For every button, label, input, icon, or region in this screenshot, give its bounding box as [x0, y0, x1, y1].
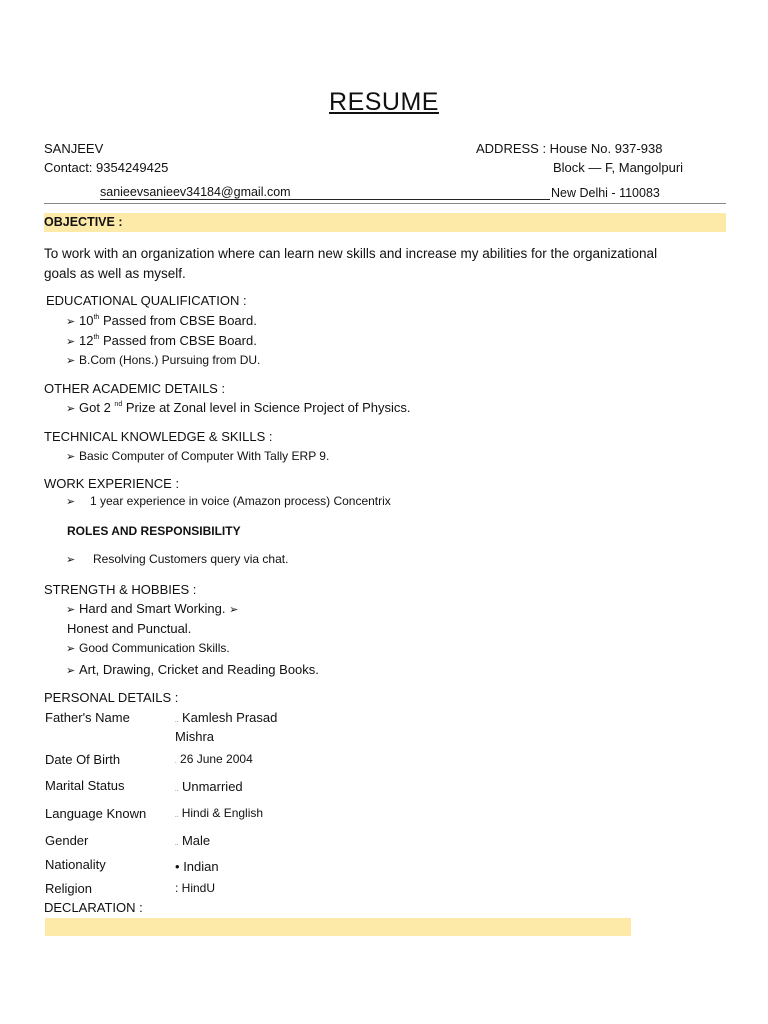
- marital-label: Marital Status: [45, 778, 125, 793]
- arrow-bullet-icon: ➢: [66, 643, 76, 655]
- language-label: Language Known: [45, 806, 147, 821]
- arrow-bullet-icon: ➢: [229, 604, 239, 616]
- resume-title: RESUME: [329, 88, 439, 116]
- strength-item-4: ➢ Art, Drawing, Cricket and Reading Books.: [66, 662, 319, 677]
- religion-label: Religion: [45, 881, 92, 896]
- arrow-bullet-icon: ➢: [66, 665, 76, 677]
- academic-item-1: ➢ Got 2 $^{nd}$ Prize at Zonal level in Science Project of Physics.: [66, 400, 411, 415]
- declaration-heading: DECLARATION :: [44, 900, 143, 915]
- contact-number: Contact: 9354249425: [44, 160, 169, 175]
- father-value-line-2: Mishra: [175, 729, 215, 744]
- header-divider: [44, 203, 726, 204]
- bullet-icon: •: [175, 859, 180, 874]
- roles-heading: ROLES AND RESPONSIBILITY: [67, 524, 241, 538]
- arrow-bullet-icon: ➢: [66, 316, 76, 328]
- strength-item-1: ➢ Hard and Smart Working. ➢: [66, 601, 242, 616]
- father-label: Father's Name: [45, 710, 130, 725]
- strength-item-3: ➢ Good Communication Skills.: [66, 641, 230, 655]
- objective-heading: OBJECTIVE :: [44, 215, 123, 229]
- strength-item-2: Honest and Punctual.: [67, 621, 192, 636]
- language-value: .. Hindi & English: [175, 806, 264, 820]
- father-value: .. Kamlesh Prasad: [175, 710, 278, 725]
- education-item-3: ➢ B.Com (Hons.) Pursuing from DU.: [66, 353, 261, 367]
- address-line-1: ADDRESS : House No. 937-938: [476, 141, 663, 156]
- nationality-label: Nationality: [45, 857, 106, 872]
- dob-value: . 26 June 2004: [175, 752, 253, 766]
- work-heading: WORK EXPERIENCE :: [44, 476, 180, 491]
- address-line-3: New Delhi - 110083: [551, 186, 660, 200]
- gender-label: Gender: [45, 833, 89, 848]
- objective-line-1: To work with an organization where can learn new skills and increase my abilities for the organizational: [44, 246, 658, 261]
- gender-value: .. Male: [175, 833, 211, 848]
- strength-heading: STRENGTH & HOBBIES :: [44, 582, 197, 597]
- arrow-bullet-icon: ➢: [66, 403, 76, 415]
- arrow-bullet-icon: ➢: [66, 604, 76, 616]
- declaration-bar: [45, 918, 631, 936]
- religion-value: : HindU: [175, 881, 216, 895]
- academic-heading: OTHER ACADEMIC DETAILS :: [44, 381, 226, 396]
- objective-line-2: goals as well as myself.: [44, 266, 186, 281]
- education-heading: EDUCATIONAL QUALIFICATION :: [46, 293, 247, 308]
- education-item-2: ➢ 12th Passed from CBSE Board.: [66, 333, 257, 348]
- arrow-bullet-icon: ➢: [66, 336, 76, 348]
- applicant-name: SANJEEV: [44, 141, 104, 156]
- technical-item-1: ➢ Basic Computer of Computer With Tally ERP 9.: [66, 449, 330, 463]
- email-text: sanieevsanieev34184@gmail.com: [100, 185, 291, 199]
- email-address[interactable]: [100, 185, 550, 200]
- technical-heading: TECHNICAL KNOWLEDGE & SKILLS :: [44, 429, 273, 444]
- arrow-bullet-icon: ➢: [66, 355, 76, 367]
- address-line-2: Block — F, Mangolpuri: [553, 160, 684, 175]
- work-item-1: ➢ 1 year experience in voice (Amazon process) Concentrix: [66, 494, 391, 508]
- role-item-1: ➢ Resolving Customers query via chat.: [66, 552, 289, 566]
- education-item-1: ➢ 10th Passed from CBSE Board.: [66, 313, 257, 328]
- arrow-bullet-icon: ➢: [66, 451, 76, 463]
- nationality-value: • Indian: [175, 859, 219, 874]
- dob-label: Date Of Birth: [45, 752, 121, 767]
- arrow-bullet-icon: ➢: [66, 496, 76, 508]
- arrow-bullet-icon: ➢: [66, 554, 76, 566]
- objective-heading-bar: [44, 213, 726, 232]
- personal-heading: PERSONAL DETAILS :: [44, 690, 179, 705]
- marital-value: .. Unmarried: [175, 779, 243, 794]
